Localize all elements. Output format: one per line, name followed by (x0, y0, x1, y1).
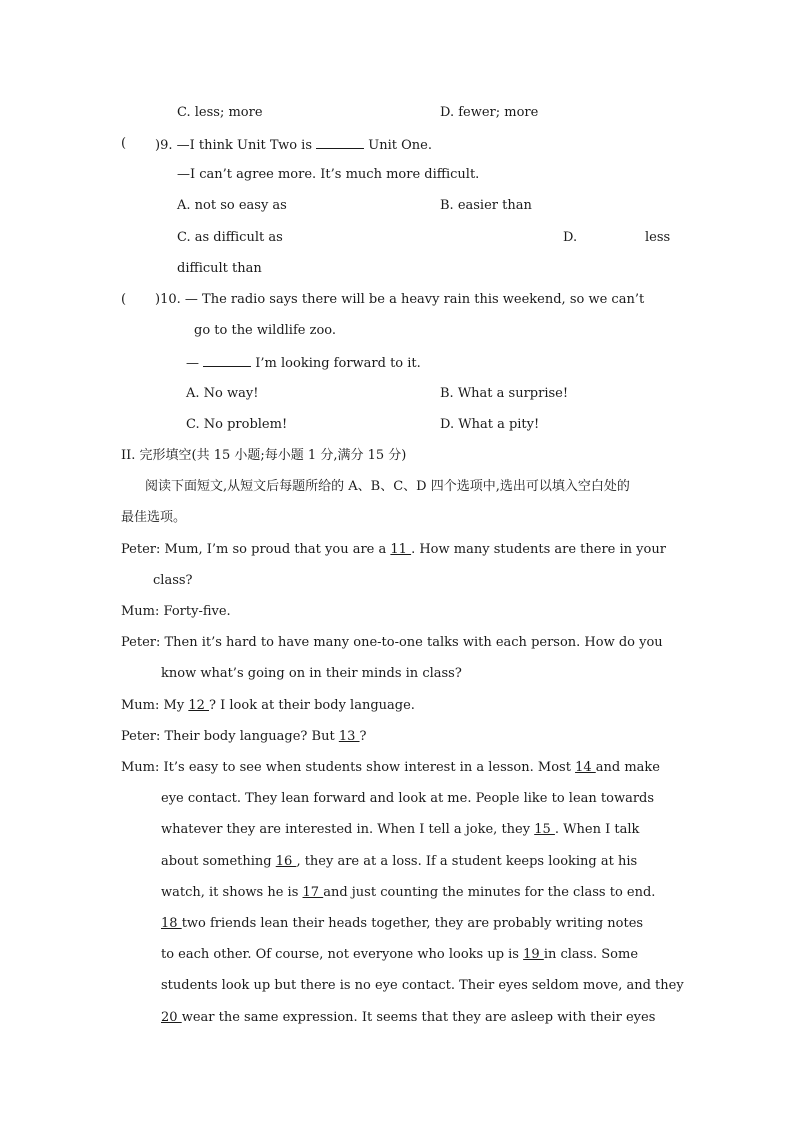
dialogue-text: Peter: Their body language? But (121, 729, 335, 744)
dialogue-text: . When I talk (554, 822, 640, 837)
q9-option-d-cont: difficult than (177, 261, 262, 276)
q9-number (155, 136, 432, 154)
q10-stem-text: — The radio says there will be a heavy rain this weekend, so we can’t (184, 292, 645, 307)
paragraph-line: students look up but there is no eye contact. Their eyes seldom move, and they (161, 978, 684, 993)
dialogue-text: two friends lean their heads together, they are probably writing notes (181, 916, 644, 931)
blank-12: 12 (188, 698, 210, 713)
blank-20: 20 (161, 1010, 182, 1025)
q10-answer-blank (203, 354, 251, 367)
dialogue-line-peter-2: Peter: Then it’s hard to have many one-to-one talks with each person. How do you (121, 635, 663, 650)
dialogue-text: watch, it shows he is (161, 885, 299, 900)
blank-14: 14 (575, 760, 596, 775)
section-instructions-cont: 最佳选项。 (121, 510, 187, 525)
blank-16: 16 (275, 854, 297, 869)
paragraph-line (161, 885, 655, 901)
q10-reply-rest: I’m looking forward to it. (255, 356, 421, 371)
dialogue-text: ? I look at their body language. (209, 698, 415, 713)
q10-reply-dash: — (186, 356, 199, 371)
paragraph-line (161, 1010, 655, 1026)
q9-stem-a: —I think Unit Two is (176, 138, 312, 153)
dialogue-text: in class. Some (543, 947, 639, 962)
q9-option-d-word: less (645, 230, 671, 245)
blank-11: 11 (390, 542, 412, 557)
q9-stem-b: Unit One. (368, 138, 432, 153)
dialogue-line-mum-2 (121, 698, 415, 714)
paragraph-line (161, 854, 637, 870)
dialogue-line-mum-1: Mum: Forty-five. (121, 604, 231, 619)
q10-stem (155, 292, 644, 308)
dialogue-line-mum-3 (121, 760, 660, 776)
q8-option-d: D. fewer; more (440, 105, 539, 120)
paragraph-line: eye contact. They lean forward and look at me. People like to lean towards (161, 791, 655, 806)
q9-option-d-letter: D. (563, 230, 578, 245)
paragraph-line (161, 822, 639, 838)
dialogue-text: Mum: My (121, 698, 185, 713)
q10-option-d: D. What a pity! (440, 417, 540, 432)
paragraph-line (161, 947, 638, 963)
q8-option-c: C. less; more (177, 105, 263, 120)
q9-number-text: )9. (155, 138, 173, 153)
q10-option-a: A. No way! (186, 386, 259, 401)
dialogue-line-peter-2-cont: know what’s going on in their minds in class? (161, 666, 462, 681)
blank-19: 19 (523, 947, 544, 962)
dialogue-text: about something (161, 854, 272, 869)
dialogue-text: Peter: Mum, I’m so proud that you are a (121, 542, 387, 557)
dialogue-line-peter-3 (121, 729, 367, 745)
dialogue-text: Mum: It’s easy to see when students show interest in a lesson. Most (121, 760, 571, 775)
dialogue-line-peter-1-cont: class? (153, 573, 193, 588)
dialogue-text: , they are at a loss. If a student keeps looking at his (296, 854, 638, 869)
q10-number-text: )10. (155, 292, 181, 307)
q9-answer-blank (316, 136, 364, 149)
blank-18: 18 (161, 916, 182, 931)
q9-option-b: B. easier than (440, 198, 532, 213)
q10-reply (186, 354, 421, 372)
q9-option-a: A. not so easy as (177, 198, 287, 213)
dialogue-text: to each other. Of course, not everyone who looks up is (161, 947, 519, 962)
dialogue-line-peter-1 (121, 542, 666, 558)
q10-stem-cont: go to the wildlife zoo. (194, 323, 337, 338)
q9-reply: —I can’t agree more. It’s much more difficult. (177, 167, 480, 182)
q10-paren: ( (121, 292, 127, 307)
blank-17: 17 (302, 885, 324, 900)
section-heading: II. 完形填空(共 15 小题;每小题 1 分,满分 15 分) (121, 448, 407, 463)
q9-paren: ( (121, 136, 127, 151)
q10-option-b: B. What a surprise! (440, 386, 569, 401)
q10-option-c: C. No problem! (186, 417, 288, 432)
blank-15: 15 (534, 822, 555, 837)
blank-13: 13 (338, 729, 360, 744)
q9-option-c: C. as difficult as (177, 230, 283, 245)
dialogue-text: and just counting the minutes for the class to end. (323, 885, 656, 900)
dialogue-text: and make (595, 760, 660, 775)
paragraph-line (161, 916, 643, 932)
dialogue-text: ? (359, 729, 367, 744)
dialogue-text: wear the same expression. It seems that they are asleep with their eyes (181, 1010, 656, 1025)
dialogue-text: . How many students are there in your (411, 542, 666, 557)
section-instructions: 阅读下面短文,从短文后每题所给的 A、B、C、D 四个选项中,选出可以填入空白处的 (145, 479, 630, 494)
dialogue-text: whatever they are interested in. When I tell a joke, they (161, 822, 531, 837)
